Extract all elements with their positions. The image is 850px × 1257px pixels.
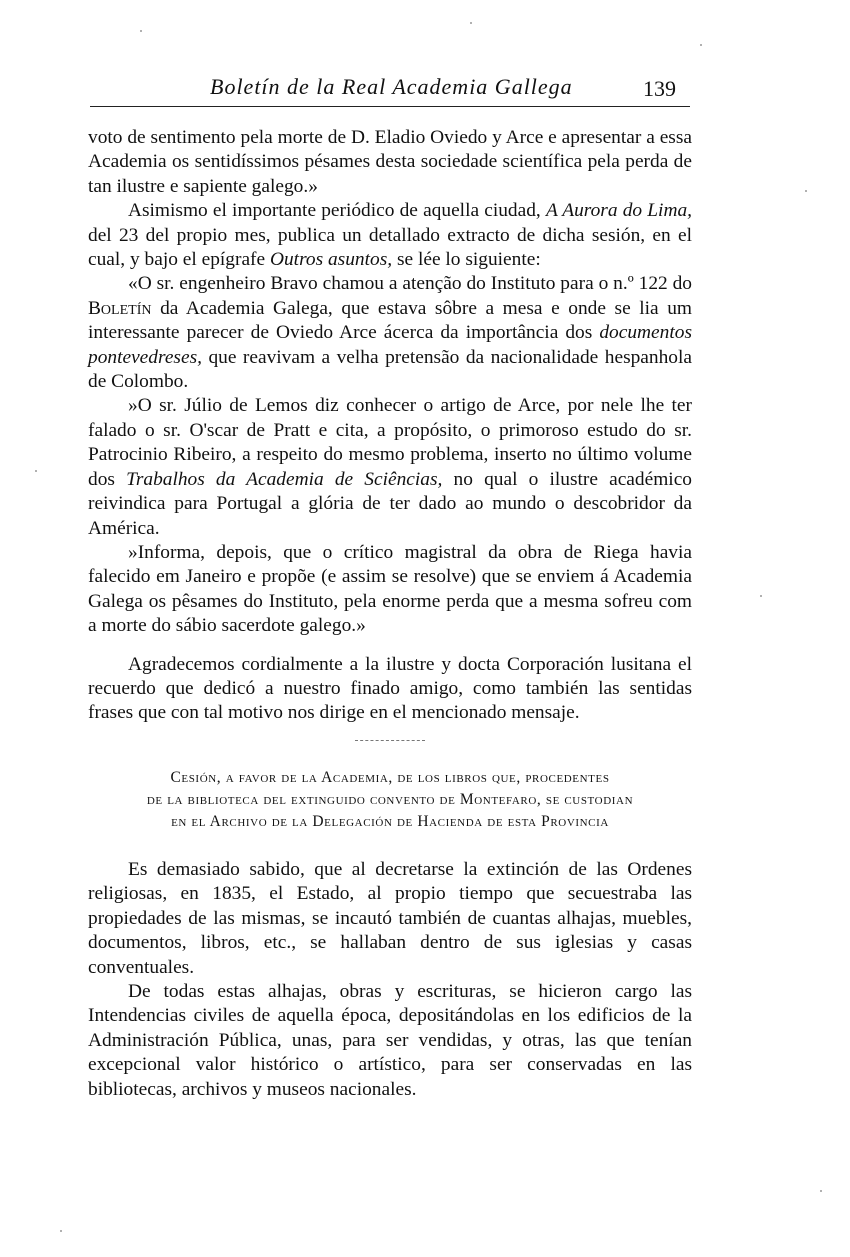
text-run: «O sr. engenheiro Bravo chamou a atenção do Instituto para o n.º 122 do xyxy=(128,273,692,295)
section-body xyxy=(88,858,692,1102)
text-run: »O sr. Júlio de Lemos diz conhecer o artigo de Arce, por nele lhe ter falado o sr. O'scar de Pratt e cita, a propósito, o primoroso estudo do sr. Patrocinio Ribeiro, a respeito do mesmo problema, inserto no último volume dos xyxy=(88,395,692,490)
paragraph-quote-lemos xyxy=(88,394,692,540)
newspaper-title: A Aurora do Lima, xyxy=(545,200,692,222)
running-title: Boletín de la Real Academia Gallega xyxy=(210,74,573,99)
running-head xyxy=(90,70,690,107)
publication-title: Trabalhos da Academia de Sciências, xyxy=(126,468,443,490)
text-run: no qual o ilustre académico reivindica para Portugal a glória de ter dado ao mundo o descobridor da América. xyxy=(88,468,692,539)
boletin-reference: Boletín xyxy=(88,297,152,319)
scan-speck xyxy=(140,30,142,32)
scan-speck xyxy=(820,1190,822,1192)
paragraph-aurora-do-lima xyxy=(88,199,692,272)
section-heading xyxy=(88,767,692,833)
paragraph-intendencias: De todas estas alhajas, obras y escrituras, se hicieron cargo las Intendencias civiles de aquella época, depositándolas en los edificios de la Administración Pública, unas, para ser vendidas, y otras, las que tenían excepcional valor histórico o artístico, para ser conservadas en las bibliotecas, archivos y museos nacionales. xyxy=(88,981,692,1100)
documents-title: documentos pontevedreses, xyxy=(88,322,692,368)
scan-speck xyxy=(760,595,762,597)
scan-speck xyxy=(35,470,37,472)
scan-speck xyxy=(60,1230,62,1232)
text-run: se lée lo siguiente: xyxy=(396,249,541,271)
paragraph-quote-informa: »Informa, depois, que o crítico magistral da obra de Riega havia falecido em Janeiro e propõe (e assim se resolve) que se enviem á Academia Galega os pêsames do Instituto, pela enorme perda que a mesma sofreu com a morte do sábio sacerdote galego.» xyxy=(88,541,692,637)
article-continuation xyxy=(88,126,692,726)
page-number: 139 xyxy=(643,76,676,101)
section-rubric: Outros asuntos, xyxy=(269,249,393,271)
paragraph-vote-of-condolence: voto de sentimento pela morte de D. Eladio Oviedo y Arce e apresentar a essa Academia os sentidíssimos pésames desta sociedade scientífica pela perda de tan ilustre e sapiente galego.» xyxy=(88,127,692,197)
paragraph-quote-bravo xyxy=(88,272,692,394)
text-run: que reavivam a velha pretensão da nacionalidade hespanhola de Colombo. xyxy=(88,346,692,393)
scan-speck xyxy=(700,44,702,46)
paragraph-gratitude: Agradecemos cordialmente a la ilustre y docta Corporación lusitana el recuerdo que dedicó a nuestro finado amigo, como también las sentidas frases que con tal motivo nos dirige en el mencionado mensaje. xyxy=(88,653,692,724)
scan-speck xyxy=(805,190,807,192)
text-run: da Academia Galega, que estava sôbre a mesa e onde se lia um interessante parecer de Oviedo Arce ácerca da importância dos xyxy=(88,297,692,344)
heading-line: en el Archivo de la Delegación de Hacienda de esta Provincia xyxy=(171,813,609,830)
paragraph-extinction: Es demasiado sabido, que al decretarse la extinción de las Ordenes religiosas, en 1835, el Estado, al propio tiempo que secuestraba las propiedades de las mismas, se incautó también de cuantas alhajas, muebles, documentos, libros, etc., se hallaban dentro de sus iglesias y casas conventuales. xyxy=(88,859,692,978)
scan-speck xyxy=(470,22,472,24)
section-separator xyxy=(355,740,425,741)
text-run: del 23 del propio mes, publica un detallado extracto de dicha sesión, en el cual, y bajo el epígrafe xyxy=(88,224,692,271)
heading-line: Cesión, a favor de la Academia, de los libros que, procedentes xyxy=(170,769,610,786)
heading-line: de la biblioteca del extinguido convento de Montefaro, se custodian xyxy=(146,791,634,808)
text-run: Asimismo el importante periódico de aquella ciudad, xyxy=(128,200,541,222)
